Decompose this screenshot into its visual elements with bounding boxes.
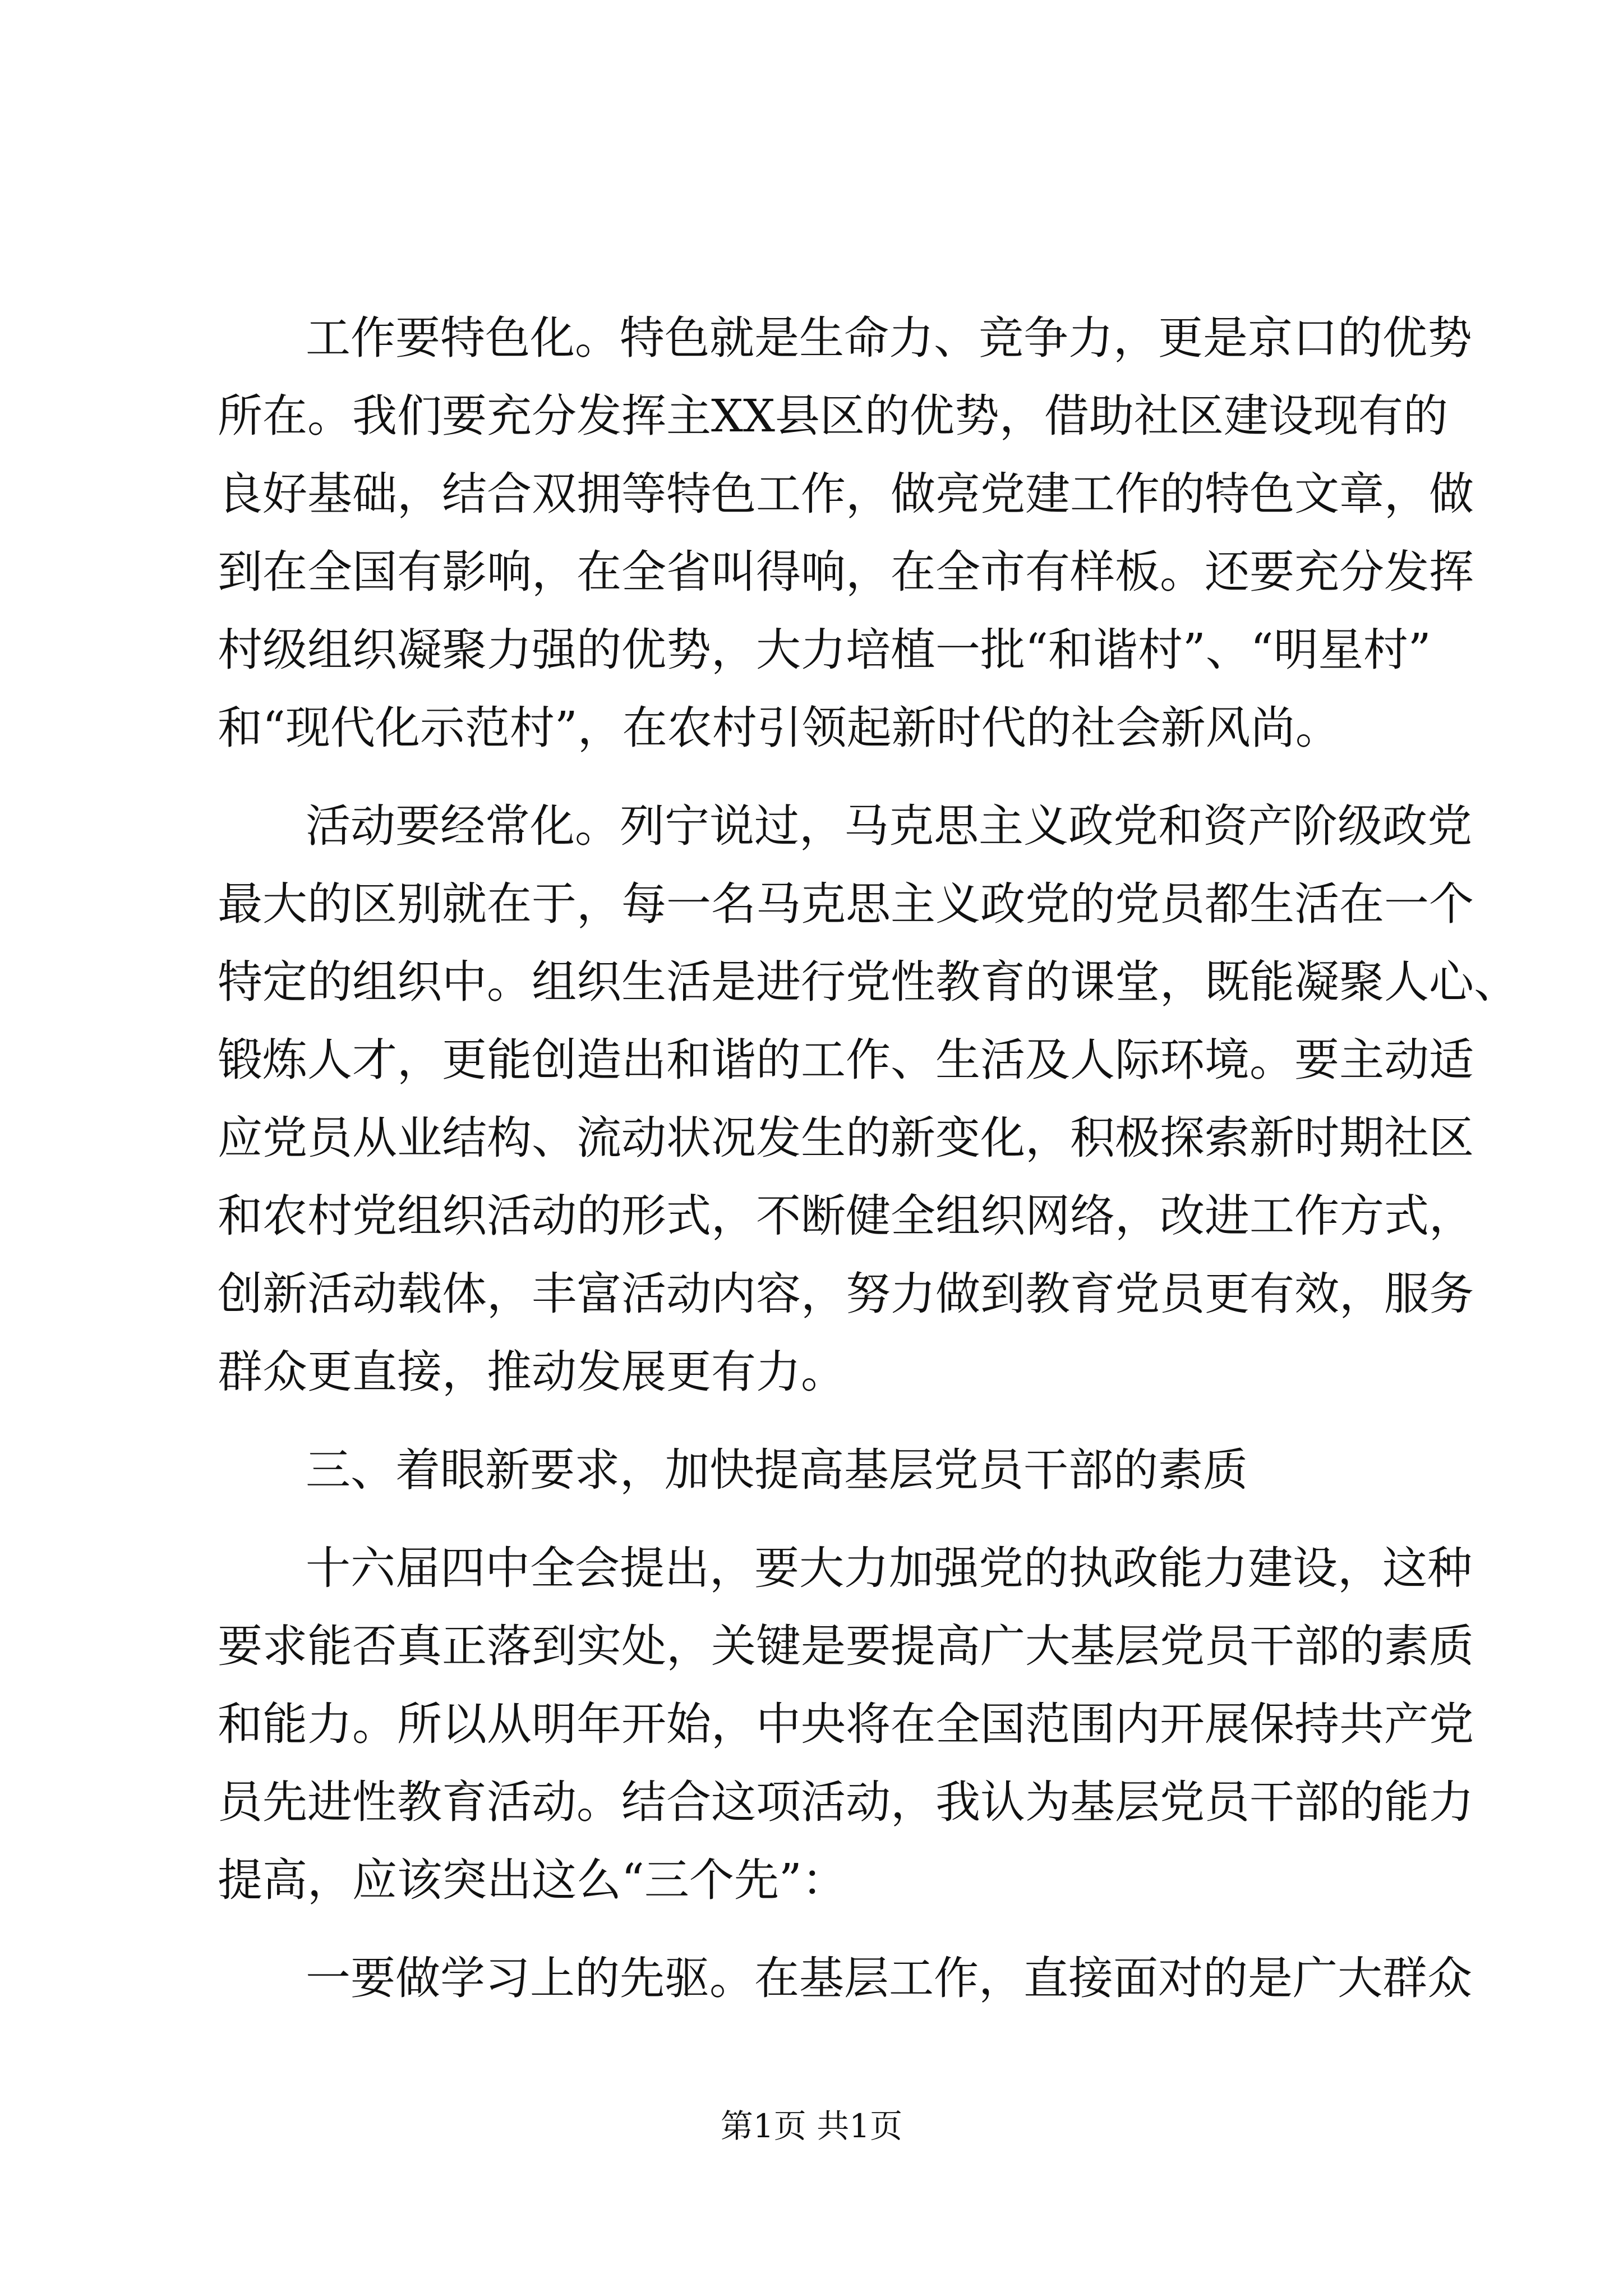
text-line-content: 员先进性教育活动。结合这项活动，我认为基层党员干部的能力	[218, 1776, 1474, 1828]
text-line	[0, 1604, 1623, 1688]
text-line	[0, 1330, 1623, 1414]
text-line	[0, 1174, 1623, 1258]
text-line-content: 特定的组织中。组织生活是进行党性教育的课堂，既能凝聚人心、	[218, 956, 1519, 1008]
text-line-content: 活动要经常化。列宁说过，马克思主义政党和资产阶级政党	[306, 800, 1472, 852]
text-line	[0, 1252, 1623, 1336]
section-heading	[0, 1428, 1623, 1512]
text-line	[0, 1526, 1623, 1611]
text-line-content: 要求能否真正落到实处，关键是要提高广大基层党员干部的素质	[218, 1620, 1474, 1672]
text-line	[0, 1096, 1623, 1180]
text-line-content: 最大的区别就在于，每一名马克思主义政党的党员都生活在一个	[218, 878, 1474, 930]
text-line-content: 锻炼人才，更能创造出和谐的工作、生活及人际环境。要主动适	[218, 1034, 1474, 1086]
page-footer	[0, 2101, 1623, 2151]
text-line-content: 和“现代化示范村”，在农村引领起新时代的社会新风尚。	[218, 702, 1340, 754]
text-line	[0, 608, 1623, 692]
text-line-content: 工作要特色化。特色就是生命力、竞争力，更是京口的优势	[306, 312, 1472, 364]
text-line-content: 和农村党组织活动的形式，不断健全组织网络，改进工作方式，	[218, 1190, 1474, 1242]
text-line	[0, 530, 1623, 614]
text-line-content: 提高，应该突出这么“三个先”：	[218, 1854, 847, 1906]
text-line	[0, 1936, 1623, 2021]
text-line-content: 创新活动载体，丰富活动内容，努力做到教育党员更有效，服务	[218, 1268, 1474, 1320]
text-line	[0, 784, 1623, 868]
text-line	[0, 940, 1623, 1024]
text-line-content: 三、着眼新要求，加快提高基层党员干部的素质	[306, 1444, 1248, 1496]
text-line	[0, 296, 1623, 380]
text-line	[0, 1682, 1623, 1766]
text-line-content: 良好基础，结合双拥等特色工作，做亮党建工作的特色文章，做	[218, 468, 1474, 520]
text-line	[0, 374, 1623, 458]
text-line-content: 应党员从业结构、流动状况发生的新变化，积极探索新时期社区	[218, 1112, 1474, 1164]
text-line-content: 到在全国有影响，在全省叫得响，在全市有样板。还要充分发挥	[218, 546, 1474, 598]
page-number: 第1页 共1页	[720, 2107, 903, 2145]
text-line-content: 十六届四中全会提出，要大力加强党的执政能力建设，这种	[306, 1542, 1472, 1594]
text-line-content: 所在。我们要充分发挥主XX县区的优势，借助社区建设现有的	[218, 390, 1448, 442]
text-line	[0, 862, 1623, 946]
text-line	[0, 1018, 1623, 1102]
text-line-content: 和能力。所以从明年开始，中央将在全国范围内开展保持共产党	[218, 1698, 1474, 1750]
text-line	[0, 686, 1623, 770]
text-line	[0, 1838, 1623, 1922]
text-line-content: 一要做学习上的先驱。在基层工作，直接面对的是广大群众	[306, 1952, 1472, 2004]
text-line	[0, 452, 1623, 536]
text-line-content: 村级组织凝聚力强的优势，大力培植一批“和谐村”、“明星村”	[218, 624, 1431, 676]
text-line	[0, 1760, 1623, 1844]
text-line-content: 群众更直接，推动发展更有力。	[218, 1346, 846, 1398]
